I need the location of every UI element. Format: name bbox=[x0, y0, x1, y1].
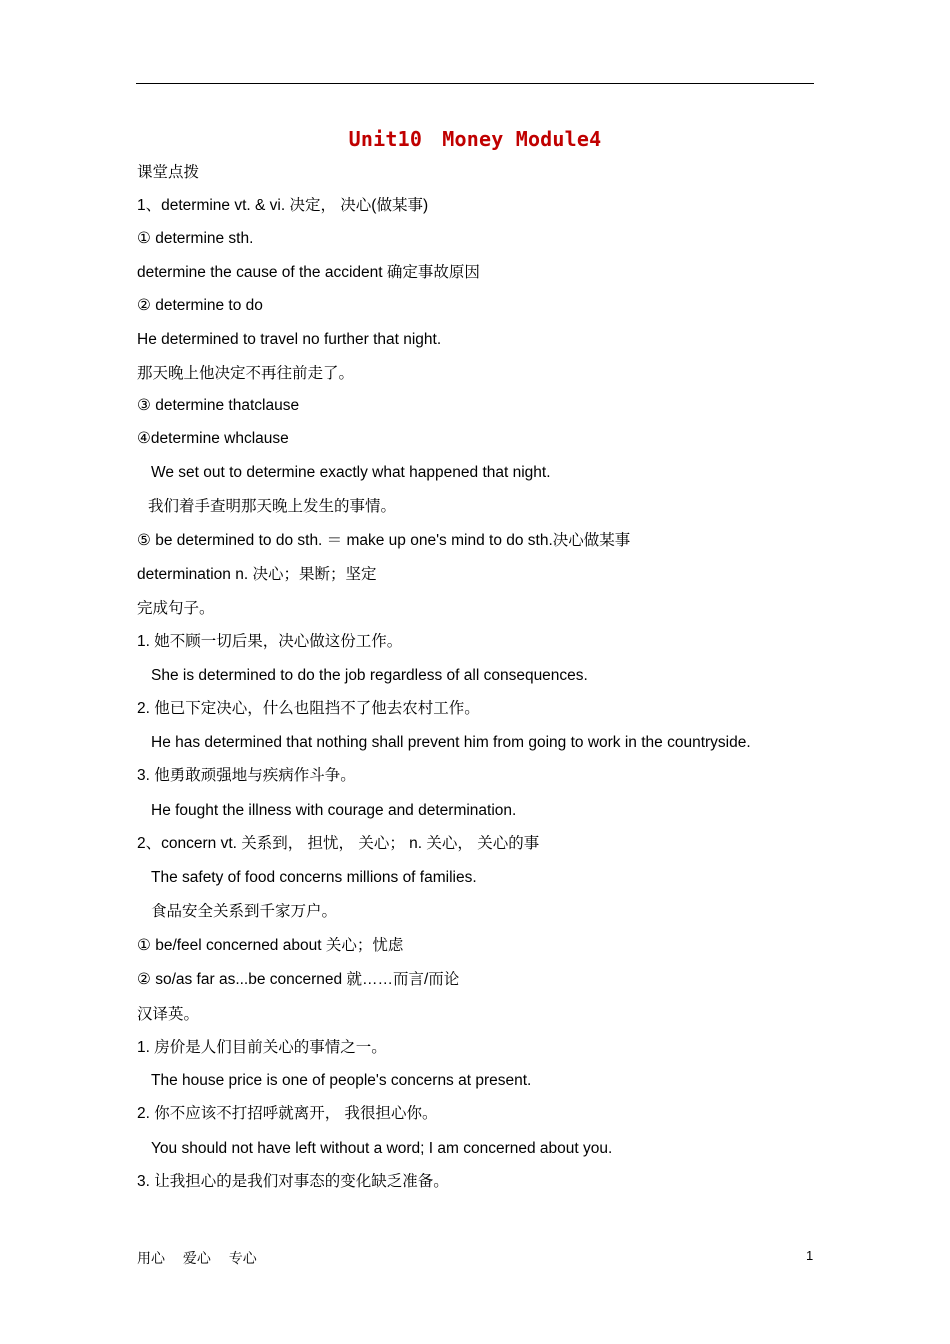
exercise-heading: 完成句子。 bbox=[137, 600, 215, 617]
exercise-item: 2. 他已下定决心，什么也阻挡不了他去农村工作。 bbox=[137, 700, 480, 717]
footer-motto: 用心 爱心 专心 bbox=[137, 1250, 257, 1266]
example-sentence: The safety of food concerns millions of families. bbox=[151, 869, 477, 886]
vocab-entry-determine: 1、determine vt. & vi. 决定， 决心(做某事) bbox=[137, 197, 429, 214]
usage-item: ② determine to do bbox=[137, 297, 263, 314]
example-sentence: We set out to determine exactly what happened that night. bbox=[151, 464, 551, 481]
example-sentence: He determined to travel no further that night. bbox=[137, 331, 442, 348]
example-translation: 食品安全关系到千家万户。 bbox=[151, 903, 338, 920]
exercise-item: 3. 让我担心的是我们对事态的变化缺乏准备。 bbox=[137, 1173, 449, 1190]
section-heading: 课堂点拨 bbox=[137, 164, 200, 181]
exercise-item: 1. 房价是人们目前关心的事情之一。 bbox=[137, 1039, 387, 1056]
usage-item: ① determine sth. bbox=[137, 230, 254, 247]
example-translation: 那天晚上他决定不再往前走了。 bbox=[137, 365, 355, 382]
exercise-item: 2. 你不应该不打招呼就离开， 我很担心你。 bbox=[137, 1105, 438, 1122]
header-rule bbox=[136, 83, 814, 84]
exercise-answer: He has determined that nothing shall prevent him from going to work in the countryside. bbox=[151, 734, 751, 751]
example-translation: 我们着手查明那天晚上发生的事情。 bbox=[148, 498, 397, 515]
exercise-item: 3. 他勇敢顽强地与疾病作斗争。 bbox=[137, 767, 356, 784]
exercise-heading: 汉译英。 bbox=[137, 1006, 200, 1023]
usage-item: ② so/as far as...be concerned 就……而言/而论 bbox=[137, 971, 460, 988]
exercise-answer: You should not have left without a word; I am concerned about you. bbox=[151, 1140, 613, 1157]
usage-item: ③ determine thatclause bbox=[137, 397, 300, 414]
example-sentence: determine the cause of the accident 确定事故原因 bbox=[137, 264, 480, 281]
usage-item: ④determine whclause bbox=[137, 430, 289, 447]
page-title: Unit10 Money Module4 bbox=[348, 127, 602, 151]
usage-item: ⑤ be determined to do sth. ＝ make up one's mind to do sth.决心做某事 bbox=[137, 532, 631, 549]
exercise-answer: She is determined to do the job regardless of all consequences. bbox=[151, 667, 588, 684]
usage-item: ① be/feel concerned about 关心；忧虑 bbox=[137, 937, 404, 954]
page-number: 1 bbox=[806, 1248, 814, 1263]
exercise-item: 1. 她不顾一切后果，决心做这份工作。 bbox=[137, 633, 403, 650]
vocab-entry-determination: determination n. 决心；果断；坚定 bbox=[137, 566, 377, 583]
exercise-answer: The house price is one of people's concerns at present. bbox=[151, 1072, 532, 1089]
vocab-entry-concern: 2、concern vt. 关系到， 担忧， 关心； n. 关心， 关心的事 bbox=[137, 835, 540, 852]
exercise-answer: He fought the illness with courage and determination. bbox=[151, 802, 517, 819]
